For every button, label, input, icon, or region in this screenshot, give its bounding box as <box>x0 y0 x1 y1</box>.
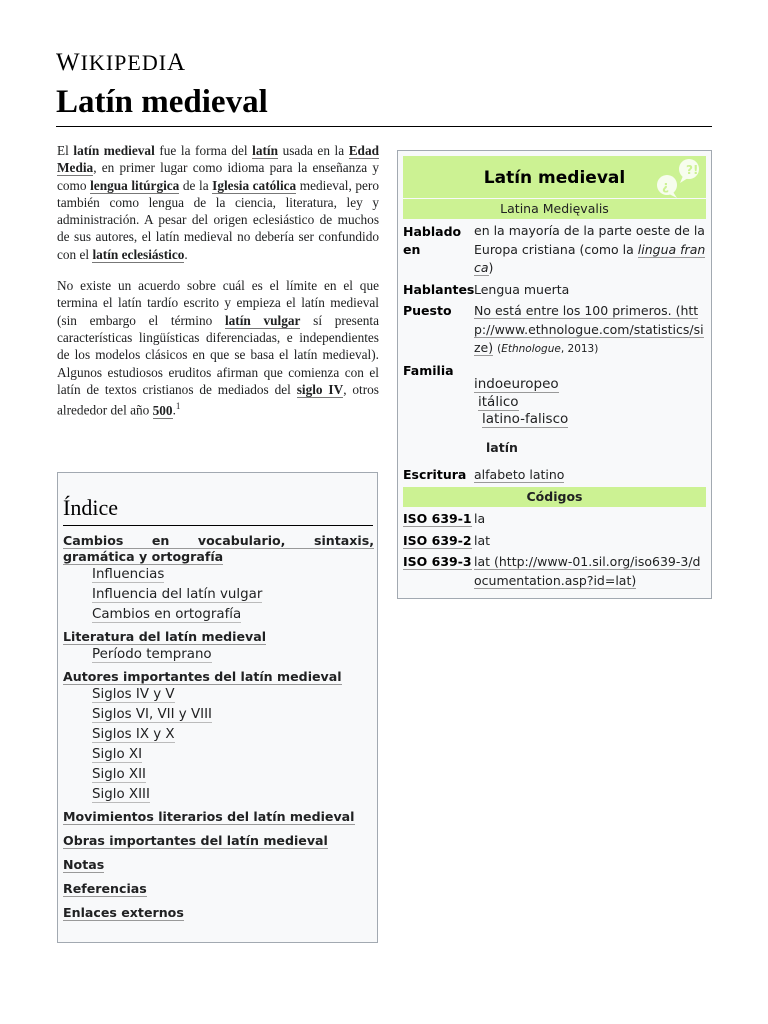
table-of-contents <box>57 472 378 943</box>
toc-section[interactable] <box>63 857 374 873</box>
toc-subsection[interactable] <box>63 585 374 605</box>
inline-link[interactable]: 500 <box>152 402 173 418</box>
inline-link[interactable]: Edad Media <box>57 143 379 176</box>
text-run: El <box>57 143 74 158</box>
toc-subsection[interactable] <box>63 745 374 765</box>
wikipedia-wordmark[interactable] <box>56 49 186 77</box>
inline-link[interactable]: Iglesia católica <box>212 177 297 193</box>
iso2-link[interactable]: ISO 639-2 <box>403 533 472 548</box>
intro-paragraph-1 <box>57 142 379 263</box>
toc-section-label[interactable]: Autores importantes del latín medieval <box>63 669 342 684</box>
inline-link[interactable]: lengua litúrgica <box>90 177 180 193</box>
toc-title: Índice <box>63 495 118 520</box>
text-run: No existe un acuerdo sobre cuál es el límite en el que termina el latín tardío escrito y empieza el latín medieval (sin embargo el término <box>57 278 379 328</box>
toc-subsection-label[interactable]: Siglo XII <box>92 767 146 782</box>
toc-subsection[interactable] <box>63 705 374 725</box>
toc-section-label[interactable]: Movimientos literarios del latín medieval <box>63 809 355 824</box>
family-label: Familia <box>403 363 454 378</box>
writing-label: Escritura <box>403 467 467 482</box>
iso3-value <box>474 553 706 590</box>
iso3-link[interactable]: ISO 639-3 <box>403 554 472 569</box>
family-tree <box>474 376 706 456</box>
lingua-franca-link[interactable]: lingua franca <box>474 241 706 275</box>
iso3-doc-link[interactable]: lat (http://www-01.sil.org/iso639-3/documentation.asp?id=lat) <box>474 554 701 588</box>
toc-subsection-label[interactable]: Influencias <box>92 567 165 582</box>
toc-section[interactable] <box>63 833 374 849</box>
toc-subsection-label[interactable]: Período temprano <box>92 647 212 662</box>
title-divider <box>56 126 712 127</box>
language-infobox <box>397 150 712 599</box>
wordmark-middle: IKIPEDI <box>80 50 168 75</box>
toc-subsection-label[interactable]: Siglos IV y V <box>92 687 175 702</box>
toc-subsection[interactable] <box>63 605 374 625</box>
bold-term: latín medieval <box>73 143 155 158</box>
infobox-native-name: Latina Medięvalis <box>403 199 706 219</box>
toc-section-label[interactable]: Enlaces externos <box>63 905 184 920</box>
iso1-value: la <box>474 511 486 526</box>
infobox-title: Latín medieval <box>483 168 626 188</box>
codes-header: Códigos <box>403 487 706 507</box>
text-run: medieval, pero también como lengua de la ciencia, literatura, ley y administración. A pesar del origen eclesiástico de muchos de sus autores, el latín medieval no debería ser confundido con el <box>57 177 380 262</box>
text-run: . <box>184 246 188 262</box>
iso2-label[interactable] <box>403 532 472 550</box>
toc-subsection[interactable] <box>63 645 374 665</box>
toc-section[interactable] <box>63 629 374 645</box>
infobox-header <box>403 156 706 198</box>
toc-subsection-label[interactable]: Siglo XIII <box>92 787 150 802</box>
text-run: , otros alrededor del año <box>57 381 379 418</box>
toc-section-label[interactable]: Obras importantes del latín medieval <box>63 833 328 848</box>
page-title: Latín medieval <box>56 84 268 120</box>
ethnologue-link[interactable]: No está entre los 100 primeros. (http://www.ethnologue.com/statistics/size) <box>474 303 704 355</box>
speakers-label: Hablantes <box>403 282 475 297</box>
iso2-value: lat <box>474 533 491 548</box>
toc-subsection-label[interactable]: Siglos IX y X <box>92 727 175 742</box>
toc-subsection[interactable] <box>63 765 374 785</box>
spoken-close: ) <box>488 260 494 275</box>
spoken-text: en la mayoría de la parte oeste de la Europa cristiana (como la <box>474 223 705 257</box>
text-run: . <box>172 402 176 418</box>
wordmark-initial: W <box>56 49 81 76</box>
toc-section[interactable] <box>63 533 374 565</box>
toc-section-label[interactable]: Notas <box>63 857 105 872</box>
speech-bubbles-icon <box>653 156 706 198</box>
spoken-value <box>474 222 706 278</box>
rank-year: , 2013) <box>560 343 599 355</box>
writing-link[interactable]: alfabeto latino <box>474 467 565 482</box>
inline-link[interactable]: latín vulgar <box>224 312 301 328</box>
family-current: latín <box>486 439 518 455</box>
iso1-link[interactable]: ISO 639-1 <box>403 511 472 526</box>
toc-subsection[interactable] <box>63 725 374 745</box>
svg-text:¿: ¿ <box>662 179 669 193</box>
text-run: de la <box>179 177 213 193</box>
toc-divider <box>63 525 373 526</box>
toc-section-label[interactable]: Cambios en vocabulario, sintaxis, gramática y ortografía <box>63 533 374 564</box>
rank-label: Puesto <box>403 303 452 318</box>
text-run: , en primer lugar como idioma para la enseñanza y como <box>57 160 379 193</box>
speakers-value: Lengua muerta <box>474 282 570 297</box>
toc-section-label[interactable]: Referencias <box>63 881 147 896</box>
wordmark-final: A <box>167 49 187 76</box>
spoken-label: Hablado en <box>403 224 462 257</box>
svg-text:?!: ?! <box>686 163 699 177</box>
toc-subsection[interactable] <box>63 565 374 585</box>
toc-section[interactable] <box>63 905 374 921</box>
iso3-label[interactable] <box>403 553 472 571</box>
toc-subsection-label[interactable]: Cambios en ortografía <box>92 607 242 622</box>
intro-text <box>57 142 379 433</box>
toc-section-label[interactable]: Literatura del latín medieval <box>63 629 267 644</box>
toc-section[interactable] <box>63 809 374 825</box>
writing-value <box>474 466 706 485</box>
toc-subsection[interactable] <box>63 685 374 705</box>
toc-list <box>63 533 374 921</box>
toc-section[interactable] <box>63 669 374 685</box>
inline-link[interactable]: siglo IV <box>296 381 344 397</box>
toc-subsection-label[interactable]: Siglos VI, VII y VIII <box>92 707 212 722</box>
footnote-ref[interactable]: 1 <box>175 401 181 412</box>
toc-section[interactable] <box>63 881 374 897</box>
text-run: usada en la <box>278 143 349 158</box>
iso1-label[interactable] <box>403 510 472 528</box>
toc-subsection[interactable] <box>63 785 374 805</box>
inline-link[interactable]: latín <box>252 143 279 158</box>
inline-link[interactable]: latín eclesiástico <box>92 246 185 262</box>
text-run: sí presenta características lingüísticas diferenciadas, e independientes de los modelos clásicos en que se basa el latín medieval). Algunos estudiosos eruditos afirman que comienza con el latín de textos cristianos de mediados del <box>57 312 380 397</box>
family-link-indoeuropeo[interactable]: indoeuropeo <box>474 376 559 392</box>
rank-source: Ethnologue <box>501 343 561 355</box>
text-run: fue la forma del <box>154 143 253 158</box>
rank-value: No está entre los 100 primeros. (http://www.ethnologue.com/statistics/size) (Ethnologue, 2013) <box>474 303 704 355</box>
family-link-latino-falisco[interactable]: latino-falisco <box>482 411 569 427</box>
family-link-italico[interactable]: itálico <box>478 393 519 410</box>
toc-subsection-label[interactable]: Influencia del latín vulgar <box>92 587 263 602</box>
intro-paragraph-2 <box>57 277 379 419</box>
toc-subsection-label[interactable]: Siglo XI <box>92 747 143 762</box>
